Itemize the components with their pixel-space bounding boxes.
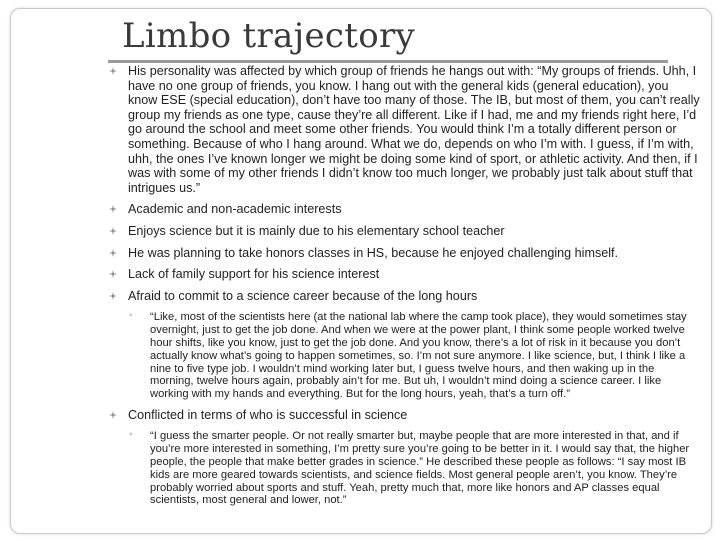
list-item [128,267,700,282]
bullet-text: Afraid to commit to a science career because of the long hours [128,288,478,303]
bullet-text: Lack of family support for his science interest [128,267,380,282]
ring-icon: ◦ [129,429,133,441]
bullet-text: Academic and non-academic interests [128,202,342,217]
bullet-text: He was planning to take honors classes in HS, because he enjoyed challenging himself. [128,245,619,260]
four-point-star-icon [109,67,117,75]
four-point-star-icon [109,227,117,235]
quote-text: “I guess the smarter people. Or not really smarter but, maybe people that are more interested in that, and if you’re more interested in something, I’m pretty sure you’re going to be better in it. I would say that, the higher people, the people that make better grades in science.” He described these people as follows: “I say most IB kids are more geared towards scientists, and science fields. Most general people aren’t, you know. They’re probably worried about sports and stuff. Yeah, pretty much that, more like honors and AP classes equal scientists, most general and lower, not.” [150,430,690,507]
list-item [128,224,700,239]
list-item [128,246,700,261]
list-item [128,408,700,423]
title-divider [108,60,668,63]
four-point-star-icon [109,292,117,300]
four-point-star-icon [109,411,117,419]
list-item [128,202,700,217]
bullet-text: Conflicted in terms of who is successful in science [128,407,408,422]
bullet-list [128,64,700,514]
bullet-text: Enjoys science but it is mainly due to his elementary school teacher [128,223,505,238]
ring-icon: ◦ [129,310,133,322]
quote-text: “Like, most of the scientists here (at the national lab where the camp took place), they would sometimes stay overnight, just to get the job done. And when we were at the power plant, I think some people worked twelve hour shifts, like you know, just to get the job done. And you know, there’s a lot of risk in it because you don’t actually know what’s going to happen sometimes, so. I’m not sure anymore. I like science, but, I think I like a nine to five type job. I wouldn’t mind working later but, I guess twelve hours, and then waking up in the morning, twelve hours again, probably ain’t for me. But uh, I wouldn’t mind doing a science career. I like working with my hands and everything. But for the long hours, yeah, that’s a turn off.” [150,311,687,401]
list-item [128,64,700,195]
sub-list-item [129,310,700,401]
slide-title: Limbo trajectory [122,16,416,56]
sub-list-item [129,429,700,507]
four-point-star-icon [109,270,117,278]
four-point-star-icon [109,249,117,257]
four-point-star-icon [109,205,117,213]
bullet-text: His personality was affected by which group of friends he hangs out with: “My groups of friends. Uhh, I have no one group of friends, you know. I hang out with the general kids (general education), you know ESE (special education), don’t have too many of those. The IB, but most of them, you can’t really group my friends as one type, cause they’re all different. Like if I had, me and my friends right here, I’d go around the school and meet some other friends. You would think I’m a totally different person or something. Because of who I hang around. What we do, depends on who I’m with. I guess, if I’m with, uhh, the ones I’ve known longer we might be doing some kind of sport, or athletic activity. And then, if I was with some of my other friends I didn’t know too much longer, we probably just talk about stuff that intrigues us.” [128,64,700,195]
list-item [128,289,700,304]
